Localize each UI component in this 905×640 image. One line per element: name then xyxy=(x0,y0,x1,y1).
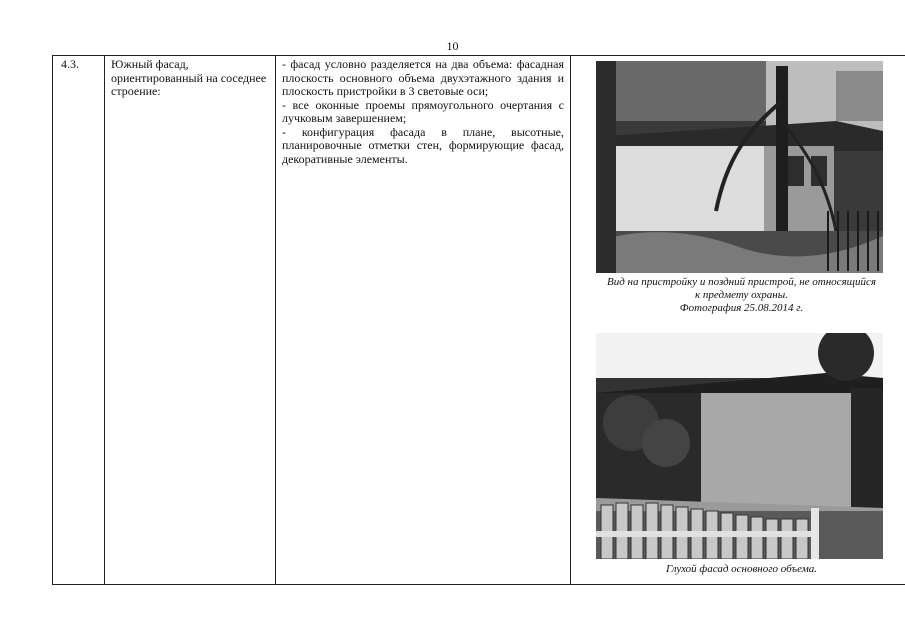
description-item: - все оконные проемы прямоугольного очертания с лучковым завершением; xyxy=(282,97,564,125)
document-table xyxy=(52,55,905,585)
photos-cell xyxy=(571,56,905,585)
blank-facade-photo xyxy=(596,333,883,559)
row-description xyxy=(276,56,571,585)
caption-line: к предмету охраны. xyxy=(695,289,788,301)
description-item: - конфигурация фасада в плане, высотные, планировочные отметки стен, формирующие фасад, декоративные элементы. xyxy=(282,124,564,166)
photo-1-caption xyxy=(577,276,905,315)
description-item: - фасад условно разделяется на два объема: фасадная плоскость основного объема двухэтажного здания и плоскость пристройки в 3 световые оси; xyxy=(282,57,564,98)
caption-line: Фотография 25.08.2014 г. xyxy=(679,302,804,314)
photo-2-caption: Глухой фасад основного объема. xyxy=(666,563,817,575)
table-row xyxy=(53,56,905,585)
row-title: Южный фасад, ориентированный на соседнее строение: xyxy=(105,56,276,585)
caption-line: Вид на пристройку и поздний пристрой, не относящийся xyxy=(607,276,876,288)
annex-photo xyxy=(596,61,883,273)
page-number: 10 xyxy=(446,39,459,53)
row-number: 4.3. xyxy=(53,56,105,585)
